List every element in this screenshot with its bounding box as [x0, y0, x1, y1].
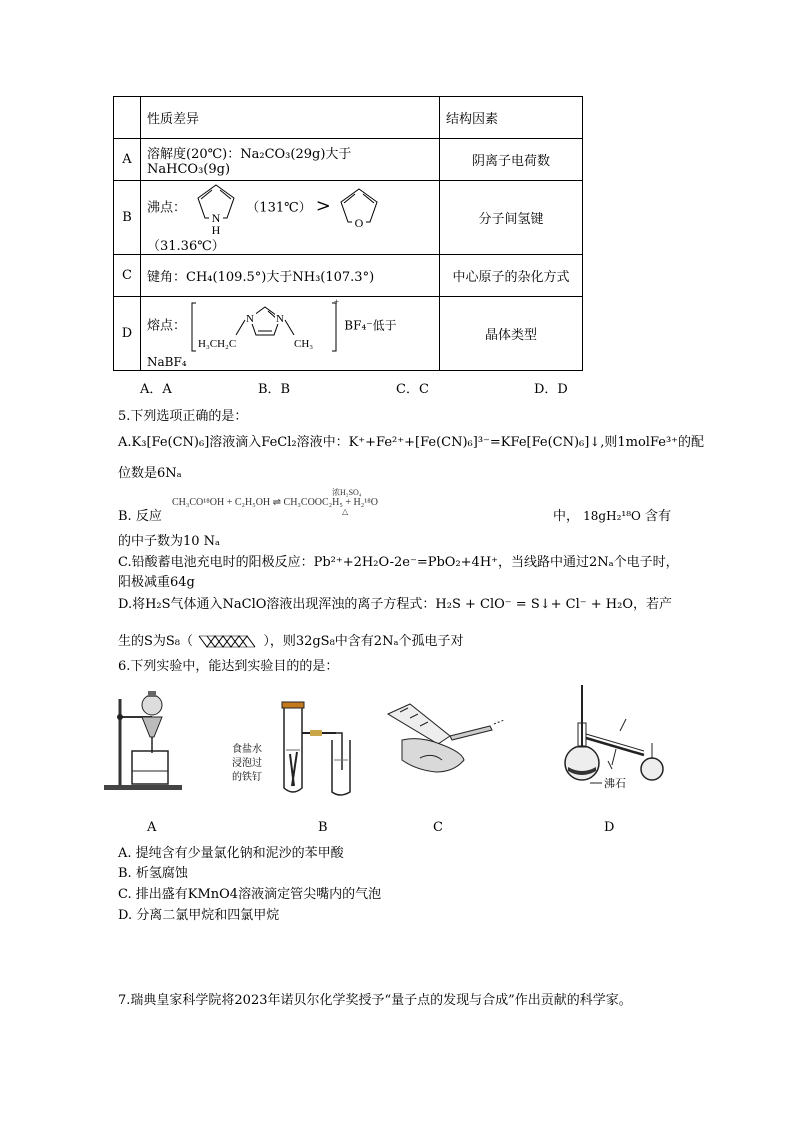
property-suffix: BF₄⁻低于NaBF₄	[147, 318, 397, 369]
hydrogen-label: H	[211, 223, 221, 235]
option-b-end: 含有	[644, 509, 671, 524]
q5-option-b-line1	[118, 505, 162, 524]
row-factor: 中心原子的杂化方式	[440, 255, 583, 297]
property-prefix: 熔点：	[147, 318, 187, 334]
s8-ring-structure	[197, 633, 259, 651]
choice-a[interactable]: A．A	[140, 382, 172, 397]
greater-than-sign: >	[315, 195, 331, 217]
option-b-prefix: B. 反应	[118, 509, 162, 524]
table-row	[114, 139, 583, 181]
row-label: B	[114, 181, 141, 255]
nitrogen-2-label: N	[276, 313, 285, 325]
table-header-row	[114, 97, 583, 139]
table-row	[114, 181, 583, 255]
furan-bp: （31.36℃）	[147, 239, 225, 254]
option-b-quantity: 18gH₂¹⁸O	[583, 509, 641, 523]
question-table	[113, 96, 583, 371]
row-label: D	[114, 297, 141, 371]
figure-a-label: A	[147, 820, 157, 835]
option-d-prefix: 生的S为S₈（	[118, 634, 194, 649]
q7-stem: 7.瑞典皇家科学院将2023年诺贝尔化学奖授予“量子点的发现与合成”作出贡献的科学家。	[118, 993, 632, 1008]
row-property	[141, 297, 440, 371]
equation-text: CH₃CO¹⁸OH + C₂H₅OH ⇌ CH₃COOC₂H₅ + H₂¹⁸O	[172, 497, 378, 508]
figure-b-corrosion-apparatus	[230, 700, 360, 800]
table-row	[114, 255, 583, 297]
figure-d-label: D	[604, 820, 615, 835]
figure-c-label: C	[433, 820, 443, 835]
q5-stem: 5.下列选项正确的是：	[118, 409, 248, 424]
equation-condition-top: 浓H₂SO₄	[332, 488, 362, 497]
ethyl-group-label: H₃CH₂C	[198, 338, 237, 350]
q5-option-d-line2	[118, 630, 463, 651]
equation-condition-bottom: △	[342, 507, 349, 516]
table-row	[114, 297, 583, 371]
esterification-equation	[172, 490, 532, 516]
nitrogen-label: N	[211, 211, 221, 225]
row-label: A	[114, 139, 141, 181]
figure-d-text: 沸石	[604, 778, 626, 790]
header-empty	[114, 97, 141, 139]
q6-option-a[interactable]: A. 提纯含有少量氯化钠和泥沙的苯甲酸	[118, 846, 344, 861]
pyrrole-structure	[190, 181, 242, 235]
row-factor: 阴离子电荷数	[440, 139, 583, 181]
pyrrole-bp: （131℃）	[246, 200, 312, 216]
oxygen-label: O	[354, 216, 364, 230]
row-factor: 晶体类型	[440, 297, 583, 371]
q5-option-c-line2: 阳极减重64g	[118, 575, 195, 590]
figure-b-label: B	[318, 820, 328, 835]
q5-option-d-line1: D.将H₂S气体通入NaClO溶液出现浑浊的离子方程式：H₂S + ClO⁻ = S↓+ Cl⁻ + H₂O，若产	[118, 597, 672, 612]
option-d-suffix: ），则32gS₈中含有2Nₐ个孤电子对	[263, 634, 464, 649]
methyl-group-label: CH₃	[294, 338, 314, 350]
q5-option-c-line1: C.铅酸蓄电池充电时的阳极反应：Pb²⁺+2H₂O-2e⁻=PbO₂+4H⁺，当线路中通过2Nₐ个电子时，	[118, 555, 679, 570]
q6-stem: 6.下列实验中，能达到实验目的的是：	[118, 659, 339, 674]
q6-option-b[interactable]: B. 析氢腐蚀	[118, 866, 188, 881]
row-property	[141, 181, 440, 255]
nitrogen-1-label: N	[246, 313, 255, 325]
option-b-mid: 中，	[553, 509, 580, 524]
choice-b[interactable]: B．B	[258, 382, 291, 397]
q5-option-b-line2: 的中子数为10 Nₐ	[118, 534, 221, 549]
imidazolium-structure	[190, 297, 340, 355]
header-factor: 结构因素	[440, 97, 583, 139]
header-property: 性质差异	[141, 97, 440, 139]
figure-c-burette-apparatus	[380, 700, 510, 780]
q6-option-c[interactable]: C. 排出盛有KMnO4溶液滴定管尖嘴内的气泡	[118, 887, 382, 902]
row-label: C	[114, 255, 141, 297]
figure-a-filtration-apparatus	[100, 687, 190, 795]
choice-c[interactable]: C．C	[396, 382, 429, 397]
row-factor: 分子间氢键	[440, 181, 583, 255]
q5-option-a-line2: 位数是6Nₐ	[118, 466, 182, 481]
figure-d-distillation-apparatus	[560, 683, 675, 793]
row-property: 键角：CH₄(109.5°)大于NH₃(107.3°)	[141, 255, 440, 297]
q6-option-d[interactable]: D. 分离二氯甲烷和四氯甲烷	[118, 908, 280, 923]
charge-plus: +	[334, 297, 340, 307]
figure-b-text-2: 浸泡过	[232, 758, 262, 769]
figure-b-text-1: 食盐水	[232, 744, 262, 755]
property-prefix: 沸点：	[147, 200, 187, 216]
option-b-suffix	[553, 505, 671, 524]
row-property: 溶解度(20℃)：Na₂CO₃(29g)大于NaHCO₃(9g)	[141, 139, 440, 181]
figure-b-text-3: 的铁钉	[232, 772, 262, 783]
furan-structure	[335, 185, 383, 231]
q5-option-a-line1: A.K₃[Fe(CN)₆]溶液滴入FeCl₂溶液中：K⁺+Fe²⁺+[Fe(CN)₆]³⁻=KFe[Fe(CN)₆]↓,则1molFe³⁺的配	[118, 435, 705, 450]
choice-d[interactable]: D．D	[534, 382, 568, 397]
